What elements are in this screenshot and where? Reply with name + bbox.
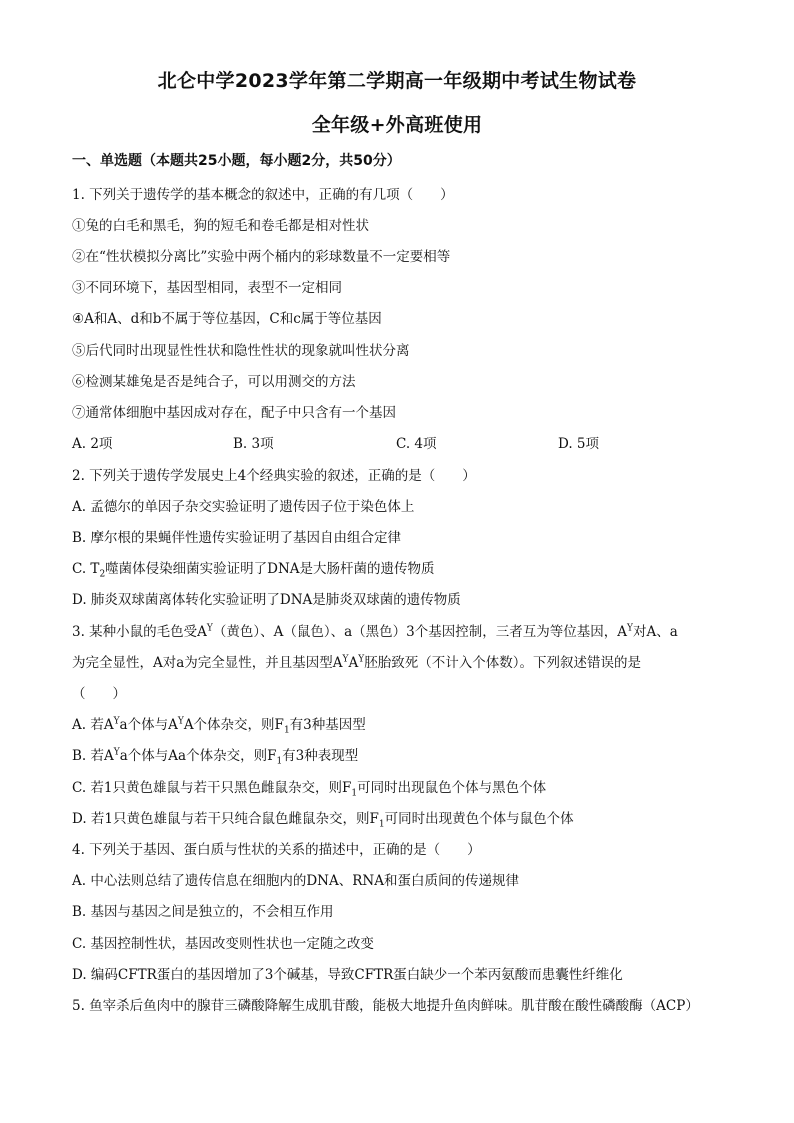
q1-option-a: A. 2项: [72, 436, 113, 452]
exam-subtitle: 全年级+外高班使用: [311, 114, 483, 136]
q2-option-a: A. 孟德尔的单因子杂交实验证明了遗传因子位于染色体上: [72, 499, 415, 515]
q4-stem: 4. 下列关于基因、蛋白质与性状的关系的描述中，正确的是（ ）: [72, 842, 481, 858]
q1-item-2: ②在“性状模拟分离比”实验中两个桶内的彩球数量不一定要相等: [72, 249, 451, 265]
q5-stem: 5. 鱼宰杀后鱼肉中的腺苷三磷酸降解生成肌苷酸，能极大地提升鱼肉鲜味。肌苷酸在酸性磷酸酶（ACP）: [72, 998, 699, 1014]
q4-option-a: A. 中心法则总结了遗传信息在细胞内的DNA、RNA和蛋白质间的传递规律: [72, 873, 519, 889]
q3-stem-line-1: 3. 某种小鼠的毛色受$A^Y$（黄色）、A（鼠色）、a（黑色）3个基因控制，三者互为等位基因，$A^Y$对A、a: [72, 623, 678, 640]
q3-stem-line-3: （ ）: [72, 686, 126, 702]
q1-option-d: D. 5项: [558, 436, 600, 452]
q1-item-4: ④A和A、d和b不属于等位基因，C和c属于等位基因: [72, 311, 382, 327]
q2-option-d: D. 肺炎双球菌离体转化实验证明了DNA是肺炎双球菌的遗传物质: [72, 592, 461, 608]
q4-option-d: D. 编码CFTR蛋白的基因增加了3个碱基，导致CFTR蛋白缺少一个苯丙氨酸而患囊性纤维化: [72, 967, 623, 983]
exam-title: 北仑中学2023学年第二学期高一年级期中考试生物试卷: [157, 70, 637, 92]
q2-option-b: B. 摩尔根的果蝇伴性遗传实验证明了基因自由组合定律: [72, 530, 402, 546]
q1-item-6: ⑥检测某雄兔是否是纯合子，可以用测交的方法: [72, 374, 356, 390]
q1-option-c: C. 4项: [396, 436, 437, 452]
q4-option-c: C. 基因控制性状，基因改变则性状也一定随之改变: [72, 936, 374, 952]
q1-item-5: ⑤后代同时出现显性性状和隐性性状的现象就叫性状分离: [72, 343, 410, 359]
q2-stem: 2. 下列关于遗传学发展史上4个经典实验的叙述，正确的是（ ）: [72, 468, 476, 484]
q1-item-7: ⑦通常体细胞中基因成对存在，配子中只含有一个基因: [72, 405, 396, 421]
q1-stem: 1. 下列关于遗传学的基本概念的叙述中，正确的有几项（ ）: [72, 187, 454, 203]
q3-stem-line-2: 为完全显性，A对a为完全显性，并且基因型$A^YA^Y$胚胎致死（不计入个体数）。下列叙述错误的是: [72, 654, 641, 671]
q3-option-c: C. 若1只黄色雄鼠与若干只黑色雌鼠杂交，则$F_1$可同时出现鼠色个体与黑色个体: [72, 780, 547, 799]
q3-option-a: A. 若$A^Ya$个体与$A^YA$个体杂交，则$F_1$有3种基因型: [72, 716, 366, 736]
section-heading: 一、单选题（本题共25小题，每小题2分，共50分）: [72, 153, 401, 169]
q1-item-3: ③不同环境下，基因型相同，表型不一定相同: [72, 280, 342, 296]
q3-option-b: B. 若$A^Ya$个体与Aa个体杂交，则$F_1$有3种表现型: [72, 747, 359, 767]
q1-item-1: ①兔的白毛和黑毛，狗的短毛和卷毛都是相对性状: [72, 218, 369, 234]
q3-option-d: D. 若1只黄色雄鼠与若干只纯合鼠色雌鼠杂交，则$F_1$可同时出现黄色个体与鼠色个体: [72, 811, 574, 830]
q2-option-c: C. $T_2$噬菌体侵染细菌实验证明了DNA是大肠杆菌的遗传物质: [72, 561, 435, 580]
q4-option-b: B. 基因与基因之间是独立的，不会相互作用: [72, 904, 334, 920]
q1-option-b: B. 3项: [233, 436, 274, 452]
